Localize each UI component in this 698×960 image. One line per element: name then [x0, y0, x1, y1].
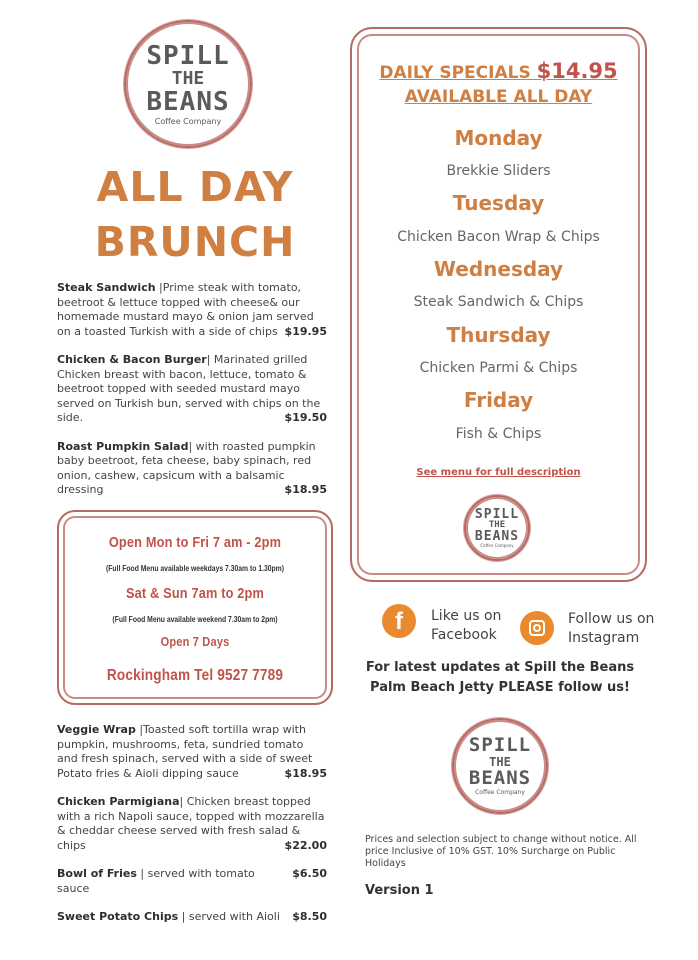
- menu-item-desc: |Prime steak with tomato, beetroot & lettuce topped with cheese& our homemade mustard mayo & onion jam served on a toasted Turkish with a side of chips: [57, 281, 314, 338]
- menu-item-price: $8.50: [292, 910, 327, 923]
- follow-note-line2: Palm Beach Jetty PLEASE follow us!: [370, 680, 630, 695]
- logo-tagline: Coffee Company: [475, 789, 525, 796]
- menu-item-desc: | served with Aioli: [178, 910, 280, 923]
- menu-item-price: $18.95: [284, 483, 327, 496]
- special-dish: Fish & Chips: [455, 426, 542, 442]
- hours-weekend-note: (Full Food Menu available weekend 7.30am to 2pm): [112, 615, 278, 624]
- fine-print: Prices and selection subject to change without notice. All price Inclusive of 10% GST. 10% Surcharge on Public Holidays: [365, 834, 637, 869]
- menu-item-desc: | Chicken breast topped with a rich Napoli sauce, topped with mozzarella & cheddar cheese served with fresh salad & chips: [57, 795, 325, 852]
- follow-note: [355, 658, 645, 698]
- menu-item-price: $6.50: [292, 867, 327, 880]
- logo-tagline: Coffee Company: [154, 116, 222, 126]
- menu-item-desc: | with roasted pumpkin baby beetroot, feta cheese, baby spinach, red onion, cashew, capsicum with a balsamic dressing: [57, 439, 316, 496]
- logo-tagline: Coffee Company: [480, 543, 514, 548]
- menu-item-desc: | served with tomato sauce: [57, 867, 255, 895]
- see-menu-link[interactable]: See menu for full description: [416, 467, 581, 478]
- menu-list-top: [57, 281, 327, 512]
- menu-item: [57, 795, 327, 853]
- menu-item-price: $19.50: [284, 411, 327, 424]
- instagram-label-line2: Instagram: [568, 630, 640, 646]
- menu-item-name: Roast Pumpkin Salad: [57, 439, 189, 453]
- opening-hours-box: [57, 510, 333, 705]
- specials-availability: AVAILABLE ALL DAY: [404, 87, 593, 107]
- hours-weekend: Sat & Sun 7am to 2pm: [125, 585, 265, 602]
- menu-item: [57, 281, 327, 339]
- logo-small: [464, 495, 530, 561]
- brunch-title-line2: BRUNCH: [94, 218, 296, 266]
- hours-open-days: Open 7 Days: [160, 634, 230, 649]
- menu-item-name: Sweet Potato Chips: [57, 910, 179, 923]
- menu-item-name: Steak Sandwich: [57, 281, 156, 294]
- logo-word-spill: SPILL: [468, 734, 532, 756]
- menu-item: [57, 910, 327, 925]
- hours-weekday: Open Mon to Fri 7 am - 2pm: [108, 534, 282, 551]
- hours-weekday-note: (Full Food Menu available weekdays 7.30am to 1.30pm): [106, 564, 284, 573]
- special-day: Monday: [454, 126, 543, 150]
- menu-item-price: $18.95: [284, 766, 327, 780]
- logo-bottom: [452, 718, 548, 814]
- instagram-icon-lens: [533, 624, 541, 632]
- facebook-label-line1: Like us on: [431, 608, 502, 624]
- logo-word-the: THE: [171, 67, 205, 89]
- menu-item-name: Chicken & Bacon Burger: [57, 353, 207, 366]
- version-label: Version 1: [365, 883, 434, 898]
- logo-word-spill: SPILL: [474, 507, 520, 522]
- facebook-icon[interactable]: f: [382, 604, 416, 638]
- special-day: Friday: [463, 388, 534, 412]
- special-day: Thursday: [446, 323, 551, 347]
- specials-price: $14.95: [536, 59, 618, 83]
- special-dish: Brekkie Sliders: [446, 163, 551, 179]
- logo-word-the: THE: [488, 520, 506, 530]
- menu-item-desc: |Toasted soft tortilla wrap with pumpkin, mushrooms, feta, sundried tomato and fresh spinach, served with a side of sweet Potato fries & Aioli dipping sauce: [57, 723, 313, 780]
- menu-item-price: $22.00: [284, 838, 327, 852]
- special-dish: Chicken Parmi & Chips: [419, 360, 578, 376]
- instagram-icon[interactable]: [520, 611, 554, 645]
- logo-word-beans: BEANS: [146, 86, 230, 117]
- menu-item-name: Chicken Parmigiana: [57, 795, 180, 808]
- logo-word-beans: BEANS: [474, 529, 520, 544]
- phone-number: Rockingham Tel 9527 7789: [106, 667, 284, 684]
- follow-note-line1: For latest updates at Spill the Beans: [365, 660, 635, 675]
- specials-heading-text: DAILY SPECIALS: [379, 63, 537, 83]
- facebook-label-line2: Facebook: [431, 627, 497, 643]
- logo-word-spill: SPILL: [146, 40, 230, 71]
- menu-item: [57, 440, 327, 498]
- menu-item-price: $19.95: [284, 324, 327, 338]
- special-day: Tuesday: [452, 191, 545, 215]
- specials-heading: [352, 59, 645, 109]
- instagram-label-line1: Follow us on: [568, 611, 655, 627]
- logo-word-the: THE: [489, 755, 511, 769]
- brunch-title-line1: ALL DAY: [96, 163, 294, 211]
- brunch-title: [60, 160, 330, 270]
- menu-item-desc: | Marinated grilled Chicken breast with bacon, lettuce, tomato & beetroot topped with seeded mustard mayo served on Turkish bun, served with chips on the side.: [57, 353, 321, 424]
- logo-main: [124, 20, 252, 148]
- special-dish: Steak Sandwich & Chips: [413, 294, 584, 310]
- menu-item: [57, 723, 327, 781]
- menu-item: [57, 867, 327, 896]
- menu-list-bottom: [57, 723, 327, 939]
- special-day: Wednesday: [433, 257, 564, 281]
- facebook-label[interactable]: [431, 607, 501, 645]
- menu-item: [57, 353, 327, 426]
- instagram-label[interactable]: [568, 610, 654, 648]
- menu-item-name: Veggie Wrap: [57, 723, 136, 736]
- special-dish: Chicken Bacon Wrap & Chips: [397, 229, 600, 245]
- menu-item-name: Bowl of Fries: [57, 867, 137, 880]
- logo-word-beans: BEANS: [468, 767, 532, 789]
